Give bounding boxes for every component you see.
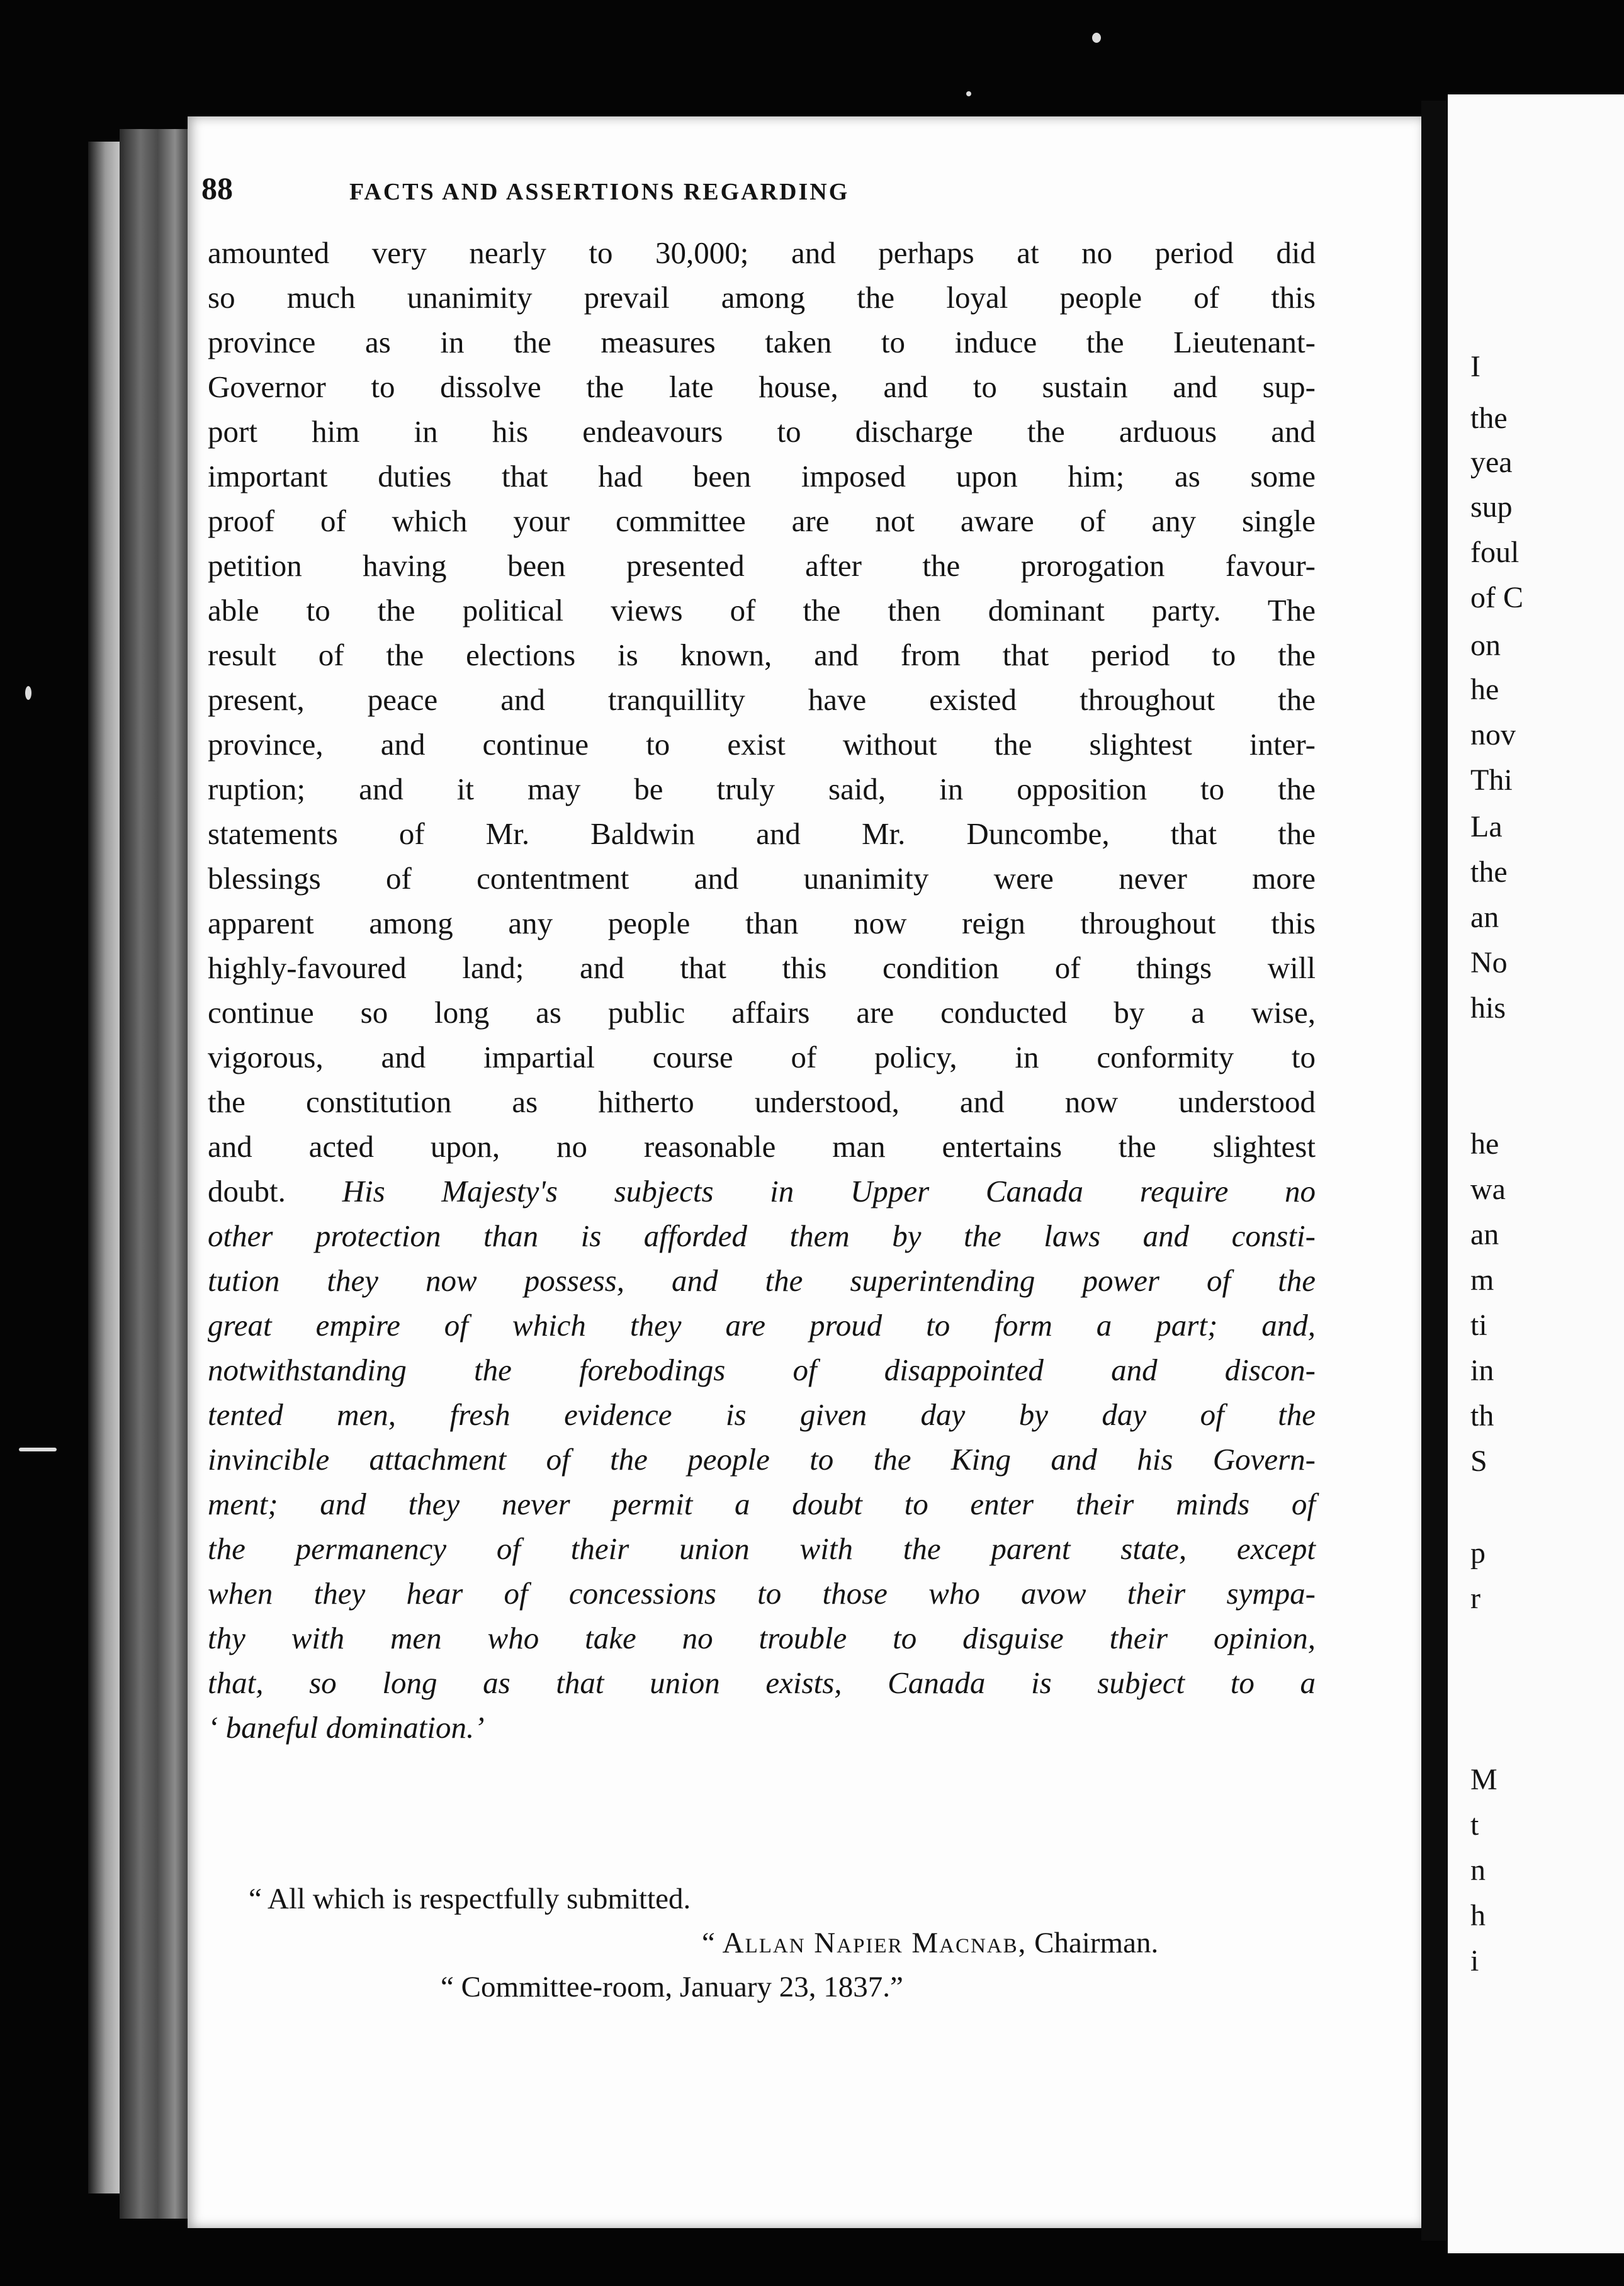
text-line: statements of Mr. Baldwin and Mr. Duncombe, that the xyxy=(208,816,1316,851)
facing-fragment: wa xyxy=(1470,1173,1506,1206)
roman-segment: doubt. xyxy=(208,1174,286,1208)
facing-fragment: he xyxy=(1470,673,1499,706)
body-text xyxy=(208,230,1316,1750)
facing-fragment: Thi xyxy=(1470,763,1513,797)
facing-fragment: S xyxy=(1470,1444,1487,1478)
italic-line: when they hear of concessions to those who avow their sympa- xyxy=(208,1576,1316,1611)
scan-speck xyxy=(966,91,971,96)
text-line: present, peace and tranquillity have existed throughout the xyxy=(208,682,1316,717)
italic-line: the permanency of their union with the parent state, except xyxy=(208,1531,1316,1566)
book-edge-light xyxy=(88,142,123,2193)
facing-fragment: p xyxy=(1470,1536,1486,1570)
page-number: 88 xyxy=(201,171,233,206)
closing-line: “ All which is respectfully submitted. xyxy=(249,1883,691,1915)
text-line: proof of which your committee are not aware of any single xyxy=(208,504,1316,538)
italic-line: notwithstanding the forebodings of disappointed and discon- xyxy=(208,1353,1316,1387)
facing-fragment: sup xyxy=(1470,490,1513,524)
facing-fragment: his xyxy=(1470,991,1506,1025)
text-line: province, and continue to exist without the slightest inter- xyxy=(208,727,1316,762)
facing-fragment: r xyxy=(1470,1582,1480,1615)
facing-fragment: of C xyxy=(1470,581,1523,614)
text-line: highly-favoured land; and that this condition of things will xyxy=(208,950,1316,985)
signature xyxy=(702,1926,1158,1960)
text-line-mixed xyxy=(208,1169,1316,1213)
italic-line: that, so long as that union exists, Canada is subject to a xyxy=(208,1665,1316,1700)
italic-line: great empire of which they are proud to form a part; and, xyxy=(208,1308,1316,1343)
running-head: FACTS AND ASSERTIONS REGARDING xyxy=(349,179,850,205)
facing-fragment: La xyxy=(1470,810,1503,843)
text-line: Governor to dissolve the late house, and to sustain and sup- xyxy=(208,369,1316,404)
text-line: continue so long as public affairs are conducted by a wise, xyxy=(208,995,1316,1030)
text-line: able to the political views of the then dominant party. The xyxy=(208,593,1316,628)
text-line: result of the elections is known, and from that period to the xyxy=(208,638,1316,672)
book-edge-dark xyxy=(120,129,189,2219)
italic-segment: His Majesty's subjects in Upper Canada require no xyxy=(342,1174,1316,1208)
facing-fragment: No xyxy=(1470,946,1508,979)
text-line: petition having been presented after the prorogation favour- xyxy=(208,548,1316,583)
italic-line: ment; and they never permit a doubt to enter their minds of xyxy=(208,1487,1316,1521)
text-line: apparent among any people than now reign throughout this xyxy=(208,906,1316,940)
text-line: province as in the measures taken to induce the Lieutenant- xyxy=(208,325,1316,359)
facing-fragment: I xyxy=(1470,350,1480,383)
facing-fragment: m xyxy=(1470,1263,1494,1297)
signature-name: Allan Napier Macnab, xyxy=(722,1927,1027,1959)
text-line: the constitution as hitherto understood, and now understood xyxy=(208,1084,1316,1119)
dateline: “ Committee-room, January 23, 1837.” xyxy=(441,1971,903,2003)
facing-fragment: th xyxy=(1470,1399,1494,1433)
text-line: amounted very nearly to 30,000; and perhaps at no period did xyxy=(208,235,1316,270)
facing-fragment: h xyxy=(1470,1899,1486,1932)
right-page xyxy=(1448,94,1624,2253)
facing-fragment: an xyxy=(1470,901,1499,934)
facing-fragment: i xyxy=(1470,1944,1479,1978)
facing-fragment: the xyxy=(1470,402,1508,435)
italic-line: other protection than is afforded them by the laws and consti- xyxy=(208,1219,1316,1253)
facing-fragment: he xyxy=(1470,1127,1499,1161)
facing-fragment: foul xyxy=(1470,536,1520,569)
text-line: vigorous, and impartial course of policy, in conformity to xyxy=(208,1040,1316,1074)
italic-line: invincible attachment of the people to the King and his Govern- xyxy=(208,1442,1316,1477)
facing-fragment: on xyxy=(1470,629,1501,662)
italic-line: thy with men who take no trouble to disguise their opinion, xyxy=(208,1621,1316,1655)
italic-line: ‘ baneful domination.’ xyxy=(208,1710,485,1745)
text-line: port him in his endeavours to discharge the arduous and xyxy=(208,414,1316,449)
facing-fragment: in xyxy=(1470,1354,1494,1387)
text-line: ruption; and it may be truly said, in opposition to the xyxy=(208,772,1316,806)
scan-speck xyxy=(1092,33,1101,43)
text-line: and acted upon, no reasonable man entertains the slightest xyxy=(208,1129,1316,1164)
italic-line: tution they now possess, and the superintending power of the xyxy=(208,1263,1316,1298)
signature-quote: “ xyxy=(702,1927,715,1959)
signature-title: Chairman. xyxy=(1034,1927,1159,1959)
scan-speck xyxy=(19,1448,57,1451)
facing-fragment: yea xyxy=(1470,446,1513,479)
book-gutter xyxy=(1421,101,1446,2241)
facing-fragment: ti xyxy=(1470,1309,1487,1342)
facing-fragment: t xyxy=(1470,1808,1479,1842)
facing-fragment: the xyxy=(1470,855,1508,889)
text-line: so much unanimity prevail among the loyal people of this xyxy=(208,280,1316,315)
italic-line: tented men, fresh evidence is given day by day of the xyxy=(208,1397,1316,1432)
scan-speck xyxy=(25,686,31,700)
facing-fragment: nov xyxy=(1470,718,1516,752)
facing-fragment: n xyxy=(1470,1854,1486,1887)
text-line: important duties that had been imposed upon him; as some xyxy=(208,459,1316,493)
facing-fragment: M xyxy=(1470,1763,1497,1796)
facing-fragment: an xyxy=(1470,1218,1499,1251)
text-line: blessings of contentment and unanimity were never more xyxy=(208,861,1316,896)
